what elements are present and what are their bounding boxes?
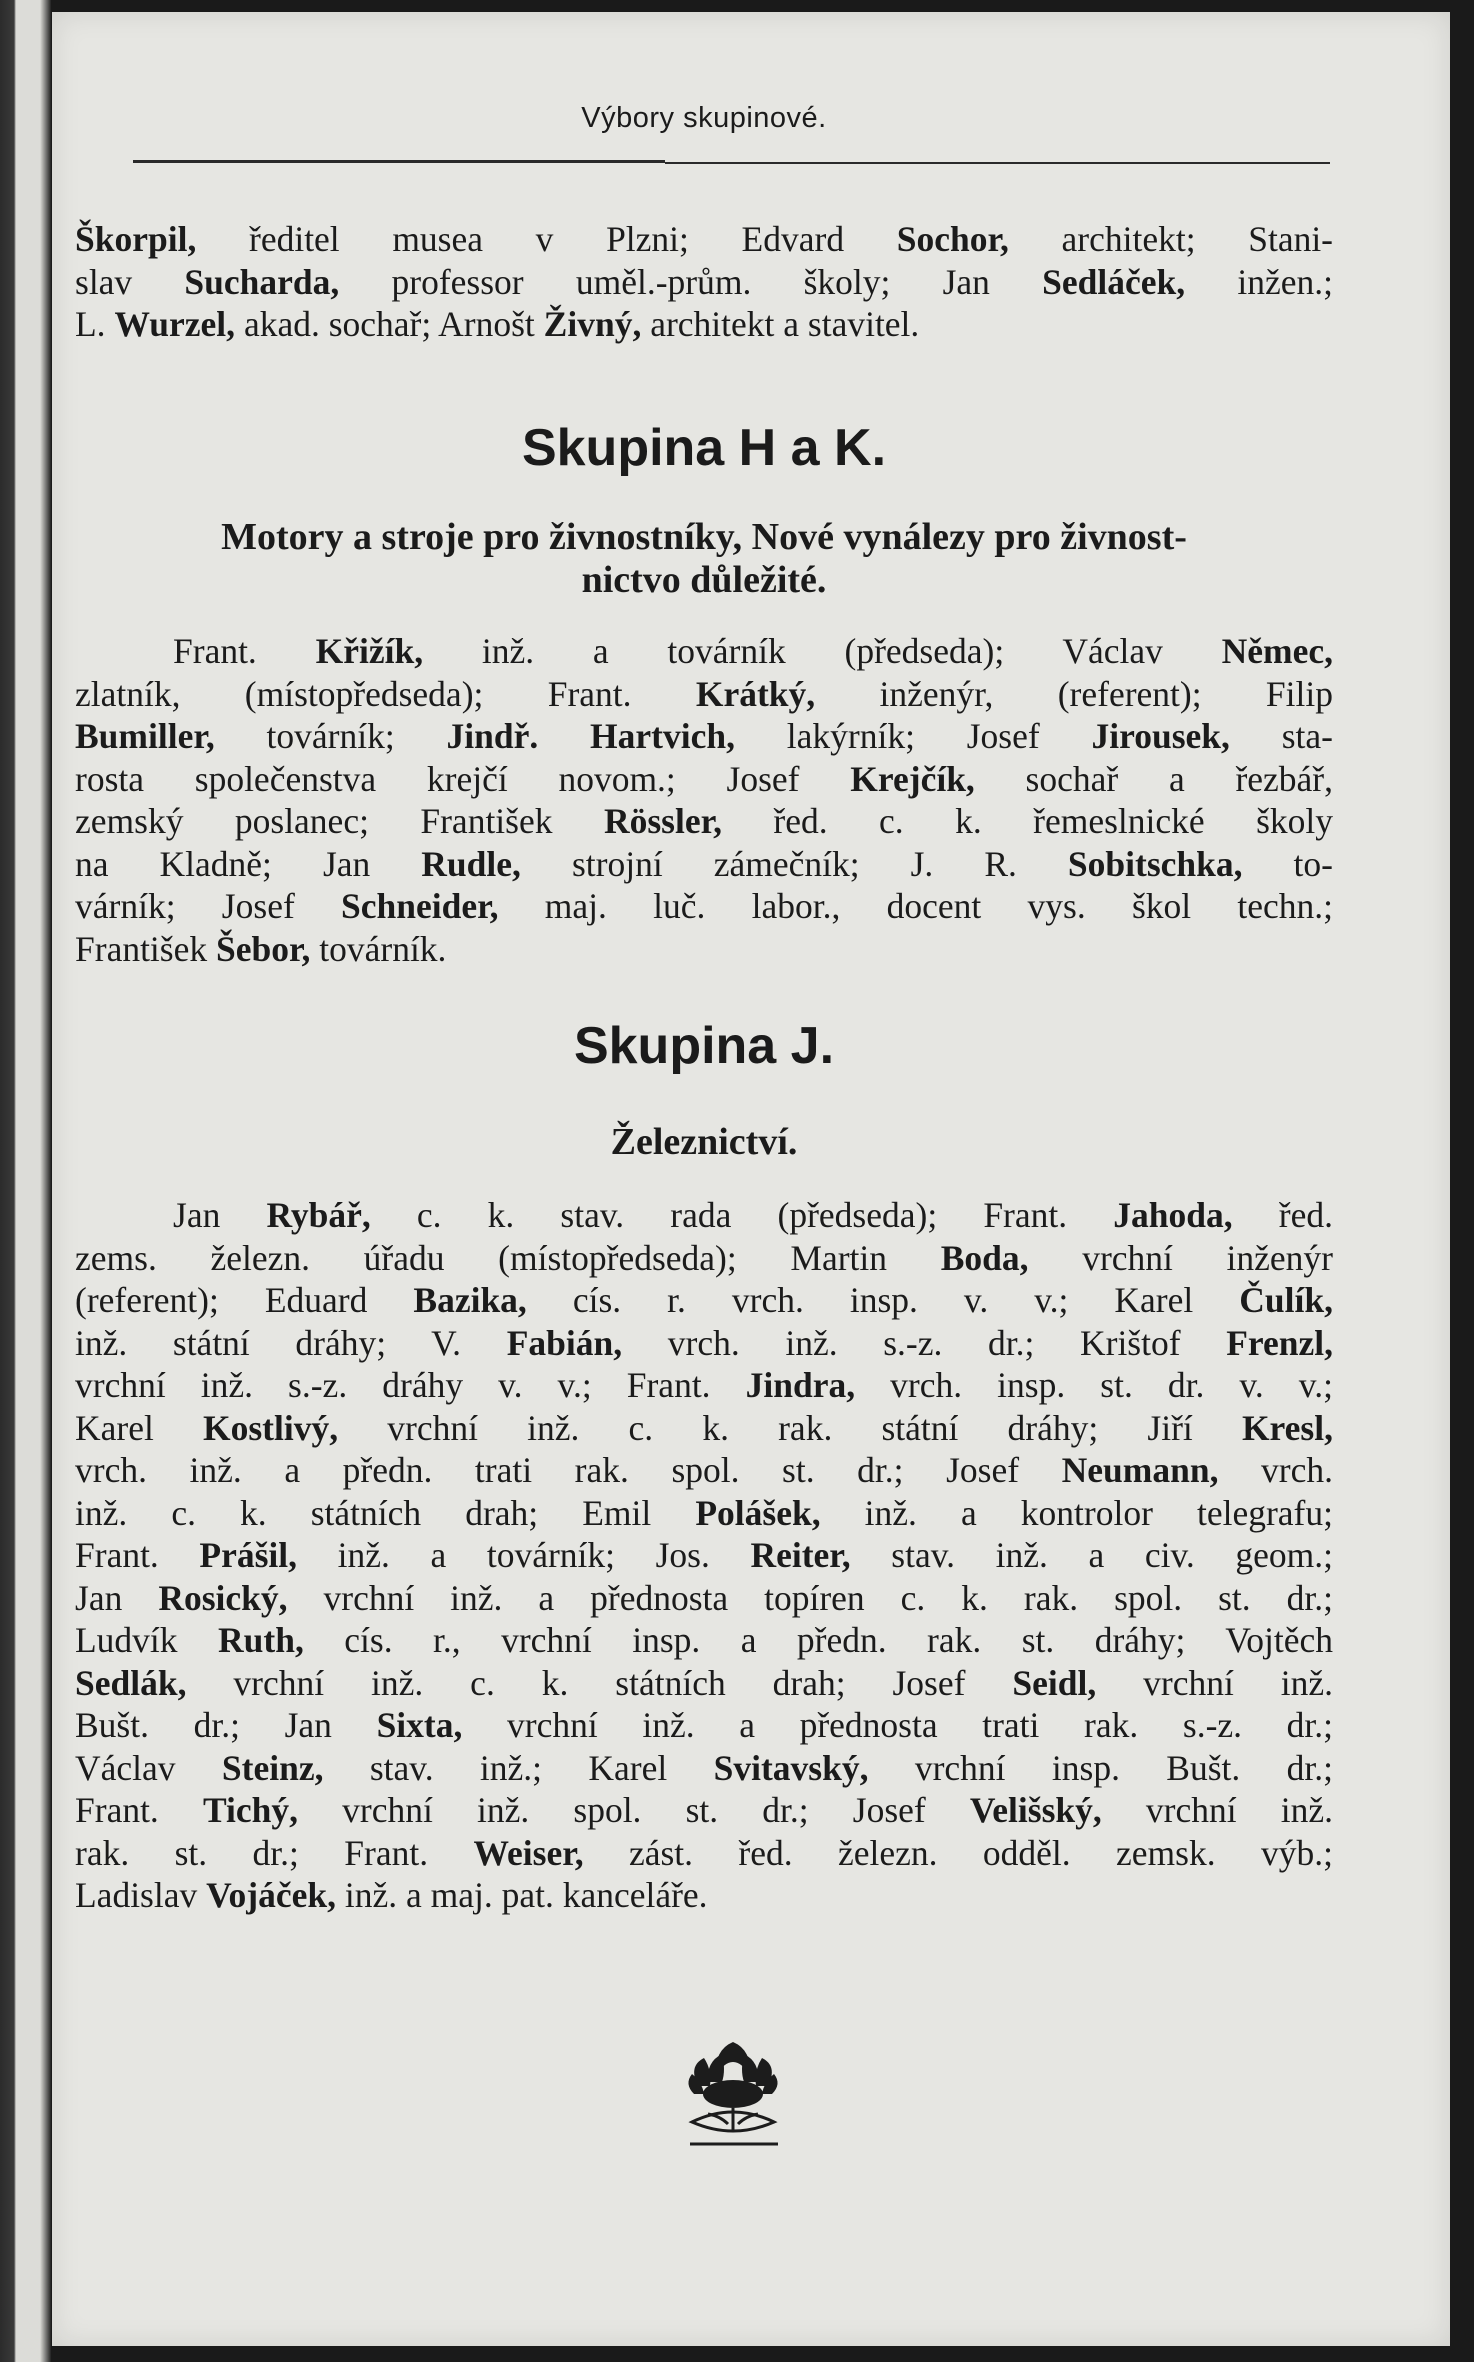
member-detail: inž. státní dráhy; V. bbox=[75, 1322, 507, 1363]
member-surname: Krátký, bbox=[695, 673, 816, 714]
member-detail: vrchní inženýr bbox=[1028, 1237, 1333, 1278]
member-detail: sta- bbox=[1229, 716, 1333, 756]
member-surname: Bazika, bbox=[413, 1280, 527, 1320]
text-line bbox=[75, 1407, 1333, 1450]
member-detail: sochař a řezbář, bbox=[974, 758, 1334, 799]
member-detail: lakýrník; Josef bbox=[734, 716, 1092, 756]
member-surname: Prášil, bbox=[199, 1535, 298, 1575]
text-line bbox=[75, 1279, 1333, 1322]
member-detail: vrchní inž. c. k. státních drah; Josef bbox=[186, 1662, 1013, 1703]
member-detail: Frant. bbox=[75, 1535, 200, 1575]
document-page bbox=[52, 12, 1450, 2346]
member-detail: zemský poslanec; František bbox=[75, 801, 604, 841]
running-header: Výbory skupinové. bbox=[581, 102, 827, 134]
member-detail: professor uměl.-prům. školy; Jan bbox=[339, 261, 1043, 302]
water-lily-icon bbox=[678, 2036, 788, 2146]
member-surname: Rössler, bbox=[603, 801, 722, 841]
member-surname: Jahoda, bbox=[1113, 1195, 1233, 1235]
text-line bbox=[75, 1747, 1333, 1790]
member-detail: akad. sochař; Arnošt bbox=[235, 304, 544, 344]
member-detail: vrch. inž. s.-z. dr.; Krištof bbox=[622, 1322, 1227, 1363]
text-line bbox=[75, 1237, 1333, 1280]
intro-paragraph bbox=[75, 218, 1333, 346]
member-detail: L. bbox=[75, 304, 115, 344]
member-detail: Ladislav bbox=[75, 1875, 207, 1915]
member-detail: zems. železn. úřadu (místopředseda); Martin bbox=[75, 1237, 941, 1278]
text-line bbox=[75, 1789, 1333, 1832]
member-detail: na Kladně; Jan bbox=[75, 843, 422, 884]
member-surname: Fabián, bbox=[506, 1322, 623, 1363]
member-surname: Wurzel, bbox=[114, 304, 236, 344]
member-detail: inž. c. k. státních drah; Emil bbox=[75, 1492, 696, 1533]
member-detail: vrch. bbox=[1218, 1450, 1333, 1490]
member-surname: Jirousek, bbox=[1091, 716, 1230, 756]
group-hk-subtitle-line1: Motory a stroje pro živnostníky, Nové vynálezy pro živnost- bbox=[221, 516, 1187, 558]
text-line bbox=[75, 885, 1333, 928]
member-surname: Škorpil, bbox=[75, 219, 197, 259]
text-line bbox=[75, 673, 1333, 716]
member-surname: Rybář, bbox=[266, 1195, 371, 1235]
group-hk-title: Skupina H a K. bbox=[521, 419, 887, 477]
member-surname: Živný, bbox=[543, 304, 642, 344]
member-detail: stav. inž. a civ. geom.; bbox=[850, 1535, 1333, 1575]
member-detail: rosta společenstva krejčí novom.; Josef bbox=[75, 758, 851, 799]
member-surname: Frenzl, bbox=[1226, 1322, 1333, 1363]
member-detail: slav bbox=[75, 261, 185, 302]
member-detail: Václav bbox=[75, 1747, 222, 1788]
member-surname: Rosický, bbox=[158, 1577, 288, 1618]
member-surname: Sedláček, bbox=[1042, 261, 1186, 302]
member-surname: Rudle, bbox=[421, 843, 521, 884]
member-detail: vrchní inž. a přednosta trati rak. s.-z. dr.; bbox=[462, 1705, 1334, 1745]
member-surname: Steinz, bbox=[221, 1747, 324, 1788]
text-line bbox=[75, 1662, 1333, 1705]
member-surname: Kostlivý, bbox=[203, 1407, 339, 1448]
member-surname: Weiser, bbox=[473, 1832, 584, 1873]
text-line bbox=[75, 630, 1333, 673]
member-surname: Reiter, bbox=[750, 1535, 851, 1575]
text-line bbox=[75, 715, 1333, 758]
member-detail: vrchní inž. bbox=[1101, 1790, 1334, 1830]
member-surname: Jindra, bbox=[745, 1365, 856, 1405]
member-surname: Sobitschka, bbox=[1067, 843, 1243, 884]
member-detail: Ludvík bbox=[75, 1620, 218, 1660]
member-detail: továrník. bbox=[310, 928, 447, 969]
member-surname: Ruth, bbox=[218, 1620, 304, 1660]
member-detail: inž. a kontrolor telegrafu; bbox=[820, 1492, 1333, 1533]
member-detail: vrch. insp. st. dr. v. v.; bbox=[855, 1365, 1333, 1405]
member-detail: c. k. stav. rada (předseda); Frant. bbox=[370, 1195, 1114, 1235]
text-line bbox=[75, 758, 1333, 801]
text-line bbox=[75, 261, 1333, 304]
member-detail: inž. a továrník; Jos. bbox=[297, 1535, 751, 1575]
member-detail: továrník; bbox=[214, 716, 447, 756]
member-surname: Bumiller, bbox=[75, 716, 215, 756]
member-detail: Karel bbox=[75, 1407, 203, 1448]
member-detail: vrchní insp. Bušt. dr.; bbox=[868, 1747, 1334, 1788]
member-detail: Frant. bbox=[75, 1790, 203, 1830]
member-detail: František bbox=[75, 928, 216, 969]
member-surname: Sedlák, bbox=[75, 1662, 187, 1703]
member-detail: vrchní inž. bbox=[1096, 1662, 1333, 1703]
text-line bbox=[75, 1449, 1333, 1492]
member-surname: Šebor, bbox=[216, 928, 311, 969]
member-surname: Schneider, bbox=[341, 886, 499, 926]
member-detail: inž. a maj. pat. kanceláře. bbox=[335, 1875, 708, 1915]
member-detail: rak. st. dr.; Frant. bbox=[75, 1832, 474, 1873]
member-surname: Seidl, bbox=[1012, 1662, 1097, 1703]
group-j-members bbox=[75, 1194, 1333, 1917]
member-detail: Jan bbox=[75, 1577, 159, 1618]
member-surname: Tichý, bbox=[202, 1790, 298, 1830]
text-line bbox=[75, 1322, 1333, 1365]
member-detail: řed. c. k. řemeslnické školy bbox=[721, 801, 1334, 841]
text-line bbox=[75, 303, 1333, 346]
member-detail: inžen.; bbox=[1185, 261, 1333, 302]
text-line bbox=[75, 1364, 1333, 1407]
text-line bbox=[75, 1832, 1333, 1875]
member-detail: cís. r. vrch. insp. v. v.; Karel bbox=[526, 1280, 1240, 1320]
text-line bbox=[75, 1704, 1333, 1747]
group-j-subtitle: Železnictví. bbox=[610, 1121, 798, 1163]
member-detail: vrchní inž. s.-z. dráhy v. v.; Frant. bbox=[75, 1365, 746, 1405]
text-line bbox=[75, 1492, 1333, 1535]
member-detail: cís. r., vrchní insp. a předn. rak. st. dráhy; Vojtěch bbox=[303, 1620, 1333, 1660]
member-detail: zást. řed. železn. odděl. zemsk. výb.; bbox=[583, 1832, 1333, 1873]
text-line bbox=[75, 1874, 1333, 1917]
text-line bbox=[75, 1534, 1333, 1577]
member-detail: architekt; Stani- bbox=[1008, 219, 1334, 259]
member-detail: stav. inž.; Karel bbox=[323, 1747, 714, 1788]
text-line bbox=[75, 843, 1333, 886]
member-detail: to- bbox=[1242, 843, 1333, 884]
member-surname: Velišský, bbox=[969, 1790, 1102, 1830]
member-surname: Čulík, bbox=[1239, 1280, 1333, 1320]
member-surname: Vojáček, bbox=[206, 1875, 336, 1915]
member-detail: (referent); Eduard bbox=[75, 1280, 414, 1320]
member-detail: Bušt. dr.; Jan bbox=[75, 1705, 377, 1745]
member-surname: Svitavský, bbox=[713, 1747, 869, 1788]
group-j-title: Skupina J. bbox=[573, 1017, 835, 1075]
member-detail: řed. bbox=[1232, 1195, 1333, 1235]
member-surname: Sucharda, bbox=[184, 261, 340, 302]
member-detail: vrchní inž. spol. st. dr.; Josef bbox=[298, 1790, 970, 1830]
text-line bbox=[75, 800, 1333, 843]
text-line bbox=[75, 1194, 1333, 1237]
member-detail: ředitel musea v Plzni; Edvard bbox=[196, 219, 897, 259]
text-line bbox=[75, 218, 1333, 261]
member-surname: Sochor, bbox=[896, 219, 1009, 259]
member-surname: Boda, bbox=[940, 1237, 1029, 1278]
member-detail: zlatník, (místopředseda); Frant. bbox=[75, 673, 696, 714]
text-line bbox=[75, 928, 1333, 971]
member-detail: Frant. bbox=[173, 631, 316, 671]
text-line bbox=[75, 1619, 1333, 1662]
member-detail: Jan bbox=[173, 1195, 267, 1235]
member-detail: maj. luč. labor., docent vys. škol techn.; bbox=[498, 886, 1333, 926]
member-surname: Křižík, bbox=[315, 631, 424, 671]
member-detail: vrchní inž. c. k. rak. státní dráhy; Jiří bbox=[338, 1407, 1242, 1448]
member-surname: Neumann, bbox=[1061, 1450, 1219, 1490]
header-rule-left bbox=[133, 160, 665, 163]
header-rule-right bbox=[665, 162, 1330, 164]
member-surname: Jindř. Hartvich, bbox=[446, 716, 735, 756]
member-detail: strojní zámečník; J. R. bbox=[520, 843, 1068, 884]
member-surname: Němec, bbox=[1221, 631, 1333, 671]
member-surname: Krejčík, bbox=[850, 758, 975, 799]
member-detail: architekt a stavitel. bbox=[641, 304, 920, 344]
member-detail: várník; Josef bbox=[75, 886, 342, 926]
group-hk-subtitle-line2: nictvo důležité. bbox=[581, 559, 827, 601]
member-detail: vrchní inž. a přednosta topíren c. k. rak. spol. st. dr.; bbox=[287, 1577, 1333, 1618]
scan-left-margin bbox=[0, 0, 52, 2362]
group-hk-members bbox=[75, 630, 1333, 970]
member-surname: Kresl, bbox=[1241, 1407, 1333, 1448]
member-surname: Polášek, bbox=[695, 1492, 821, 1533]
text-line bbox=[75, 1577, 1333, 1620]
member-detail: inž. a továrník (předseda); Václav bbox=[423, 631, 1222, 671]
member-detail: vrch. inž. a předn. trati rak. spol. st. dr.; Josef bbox=[75, 1450, 1062, 1490]
member-detail: inženýr, (referent); Filip bbox=[815, 673, 1334, 714]
member-surname: Sixta, bbox=[376, 1705, 463, 1745]
